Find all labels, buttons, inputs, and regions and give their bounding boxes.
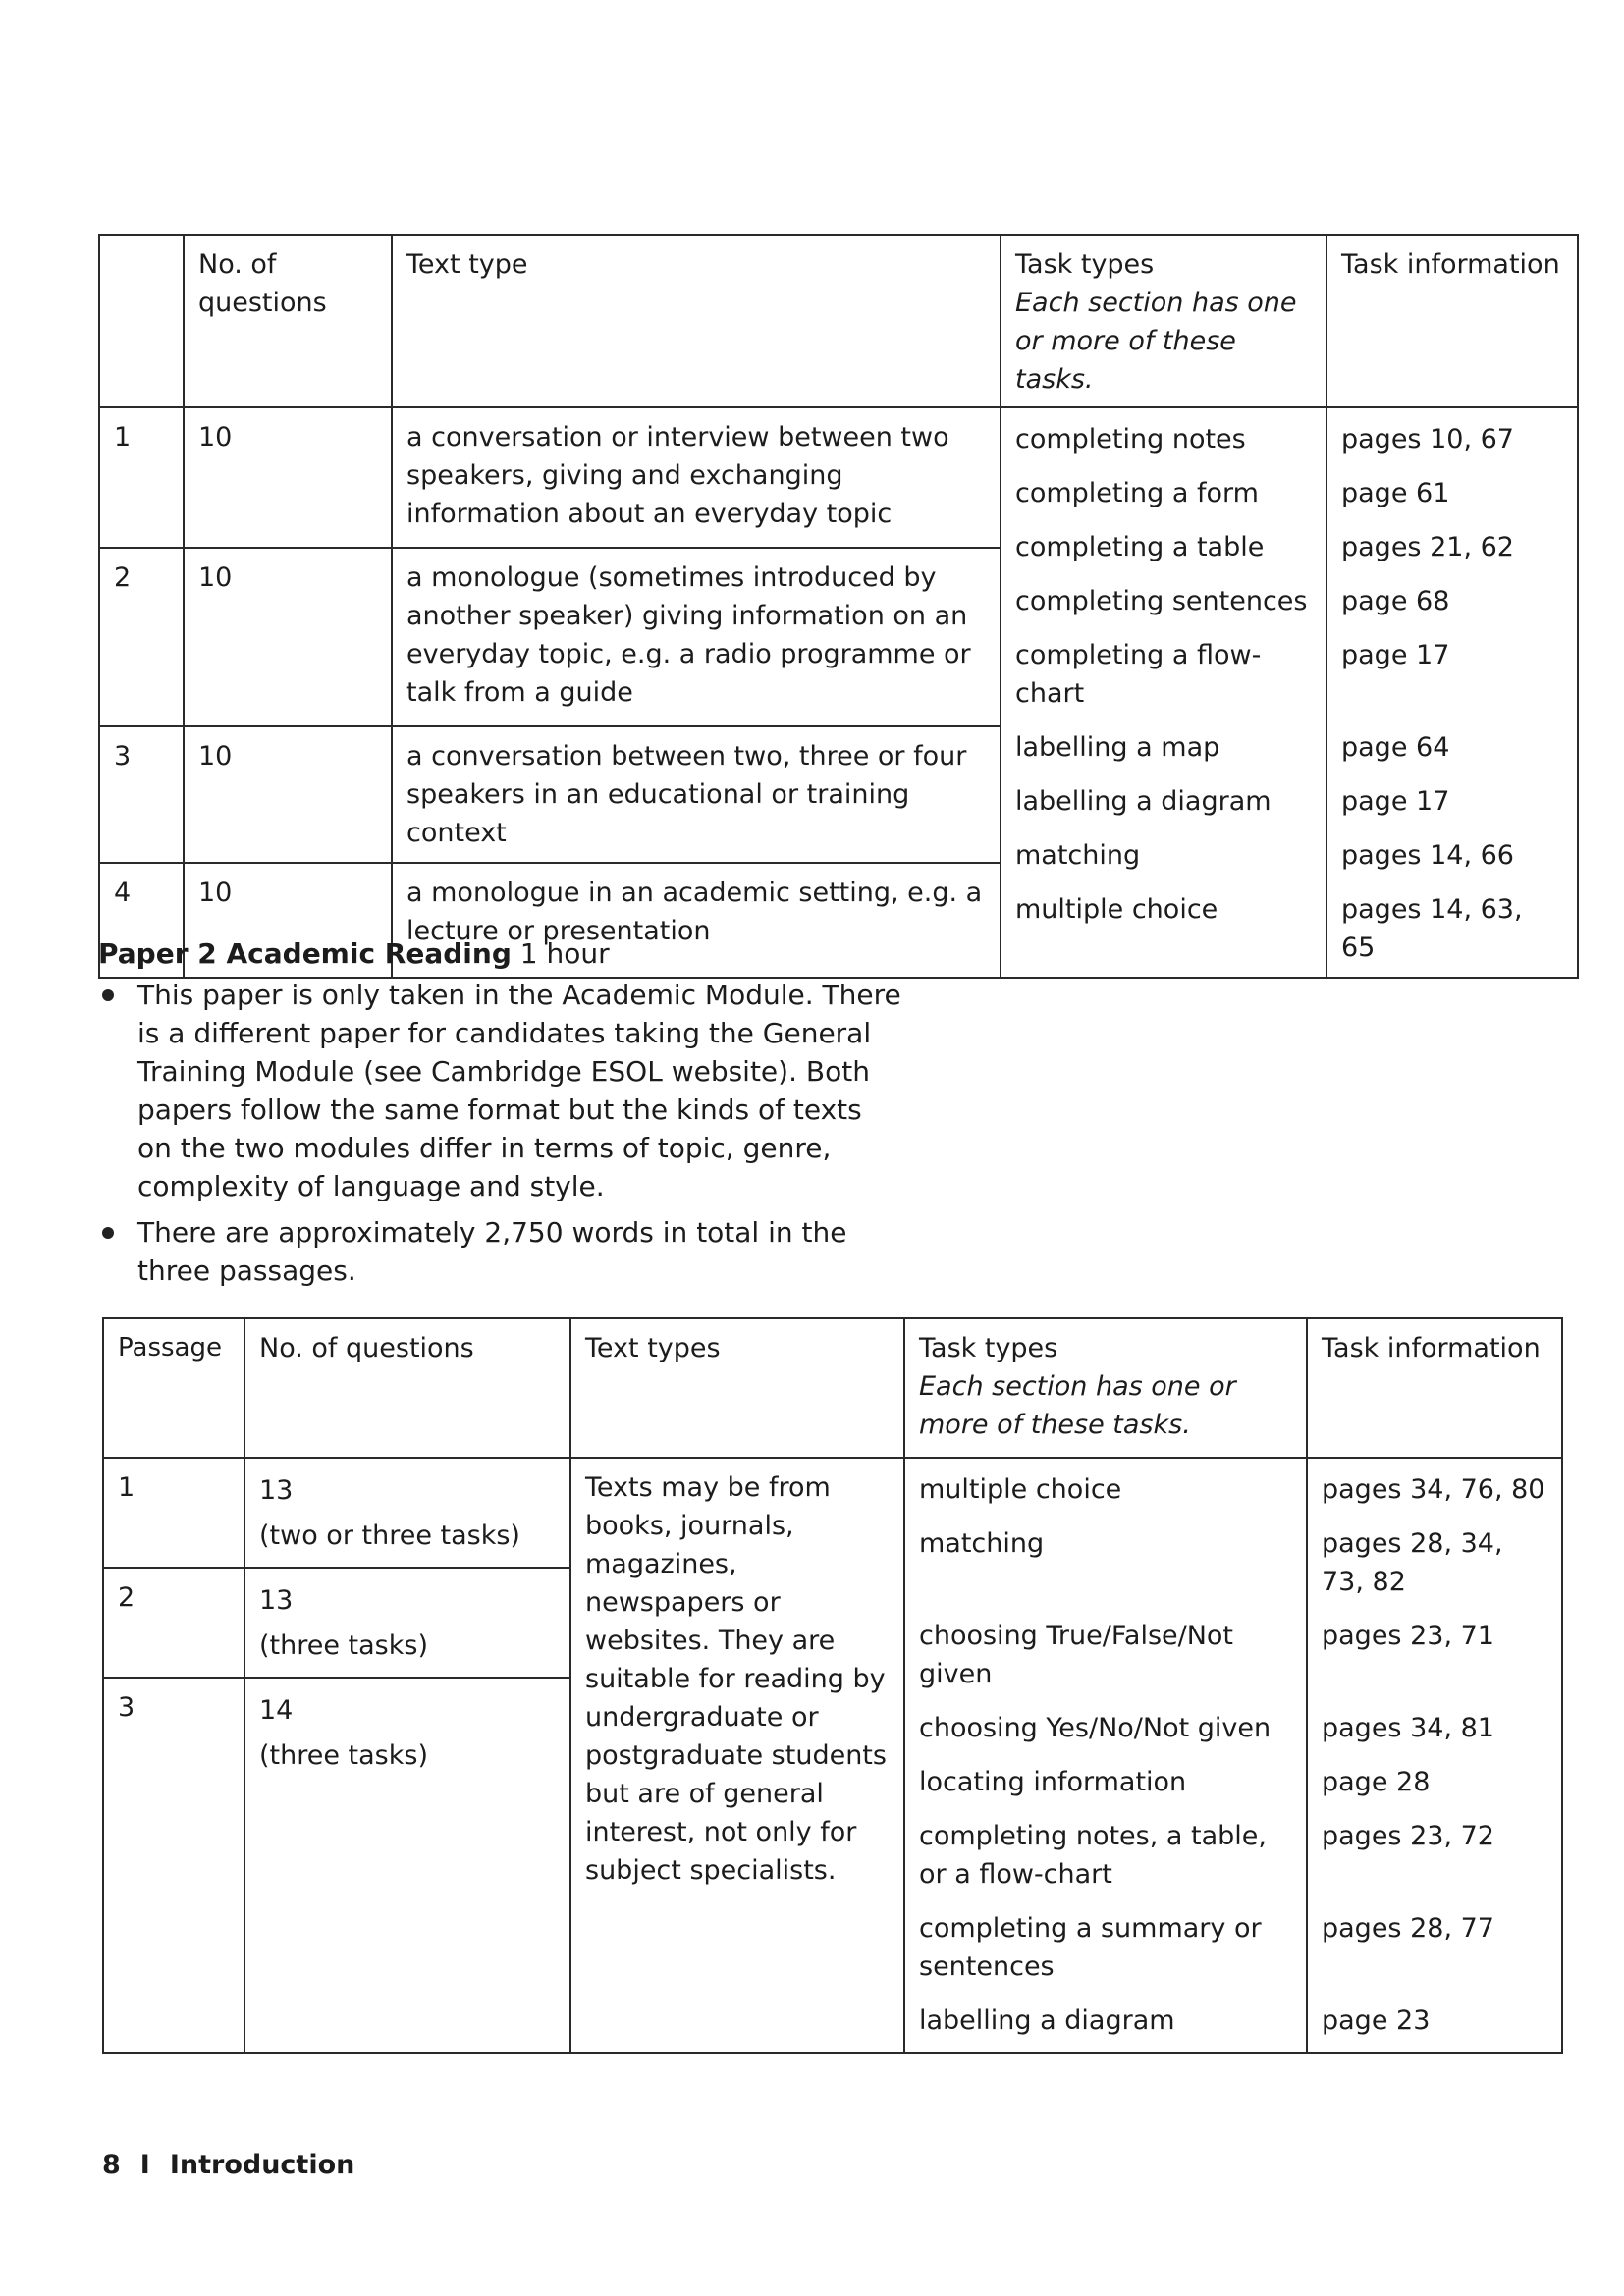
task-info-cell xyxy=(1307,1458,1562,2053)
list-item: completing a table xyxy=(1015,532,1265,562)
bullet-list xyxy=(98,976,903,1290)
list-item: pages 21, 62 xyxy=(1341,532,1514,562)
list-item: completing notes xyxy=(1015,424,1246,454)
bullet-text: There are approximately 2,750 words in total in the three passages. xyxy=(137,1216,847,1287)
list-item: completing sentences xyxy=(1015,586,1308,616)
reading-table xyxy=(102,1317,1563,2054)
questions-header: No. of questions xyxy=(244,1318,570,1458)
list-item: page 68 xyxy=(1341,586,1450,616)
question-detail: (two or three tasks) xyxy=(259,1521,520,1551)
list-item: completing a flow-chart xyxy=(1015,640,1262,709)
section-heading-title: Paper 2 Academic Reading xyxy=(98,937,512,970)
list-item: pages 34, 81 xyxy=(1322,1713,1494,1743)
list-item: matching xyxy=(1015,840,1141,871)
passage-cell: 1 xyxy=(103,1458,244,1568)
task-types-cell xyxy=(1001,407,1326,978)
list-item: pages 34, 76, 80 xyxy=(1322,1474,1545,1505)
bullet-icon xyxy=(102,989,114,1001)
section-cell: 1 xyxy=(99,407,184,548)
list-item: labelling a map xyxy=(1015,732,1220,763)
task-types-header xyxy=(904,1318,1307,1458)
list-item: completing notes, a table, or a flow-chart xyxy=(919,1821,1267,1890)
list-item: labelling a diagram xyxy=(919,2005,1175,2036)
list-item: page 61 xyxy=(1341,478,1450,508)
list-item: choosing Yes/No/Not given xyxy=(919,1713,1272,1743)
list-item: locating information xyxy=(919,1767,1187,1797)
section-header xyxy=(99,235,184,407)
question-count: 13 xyxy=(259,1585,294,1616)
list-item: page 17 xyxy=(1341,640,1450,670)
text-type-cell: a conversation between two, three or four speakers in an educational or training context xyxy=(392,726,1001,863)
task-types-note: Each section has one or more of these tasks. xyxy=(1015,288,1297,395)
questions-cell xyxy=(244,1678,570,2053)
paper2-section xyxy=(98,934,903,1290)
questions-cell: 10 xyxy=(184,548,392,726)
questions-cell xyxy=(244,1568,570,1678)
list-item: choosing True/False/Not given xyxy=(919,1621,1234,1689)
list-item xyxy=(98,1213,903,1290)
task-types-cell xyxy=(904,1458,1307,2053)
list-item: page 17 xyxy=(1341,786,1450,817)
questions-cell: 10 xyxy=(184,863,392,978)
footer-label: Introduction xyxy=(169,2150,355,2180)
bullet-icon xyxy=(102,1227,114,1239)
text-type-header: Text type xyxy=(392,235,1001,407)
section-cell: 4 xyxy=(99,863,184,978)
question-detail: (three tasks) xyxy=(259,1740,428,1771)
list-item: page 64 xyxy=(1341,732,1450,763)
list-item: multiple choice xyxy=(1015,894,1218,925)
listening-table xyxy=(98,234,1579,979)
section-cell: 2 xyxy=(99,548,184,726)
reading-header-row xyxy=(103,1318,1562,1458)
list-item: page 23 xyxy=(1322,2005,1431,2036)
list-item: pages 14, 63, 65 xyxy=(1341,894,1523,963)
question-detail: (three tasks) xyxy=(259,1630,428,1661)
section-cell: 3 xyxy=(99,726,184,863)
list-item: pages 23, 72 xyxy=(1322,1821,1494,1851)
list-item: page 28 xyxy=(1322,1767,1431,1797)
list-item: pages 28, 34, 73, 82 xyxy=(1322,1528,1503,1597)
list-item: labelling a diagram xyxy=(1015,786,1272,817)
question-count: 14 xyxy=(259,1695,294,1726)
list-item xyxy=(98,976,903,1205)
section-heading-duration: 1 hour xyxy=(519,937,610,970)
text-type-cell: a monologue in an academic setting, e.g. a lecture or presentation xyxy=(392,863,1001,978)
page-number: 8 xyxy=(102,2150,121,2180)
passage-cell: 3 xyxy=(103,1678,244,2053)
text-type-cell: a monologue (sometimes introduced by another speaker) giving information on an everyday topic, e.g. a radio programme or talk from a guide xyxy=(392,548,1001,726)
list-item: pages 28, 77 xyxy=(1322,1913,1494,1944)
task-info-header: Task information xyxy=(1307,1318,1562,1458)
task-types-title: Task types xyxy=(1015,249,1155,280)
list-item: completing a summary or sentences xyxy=(919,1913,1262,1982)
list-item: matching xyxy=(919,1528,1045,1559)
bullet-text: This paper is only taken in the Academic Module. There is a different paper for candidates taking the General Training Module (see Cambridge ESOL website). Both papers follow the same format but the kinds of texts on the two modules differ in terms of topic, genre, complexity of language and style. xyxy=(137,979,901,1202)
list-item: pages 14, 66 xyxy=(1341,840,1514,871)
questions-cell xyxy=(244,1458,570,1568)
passage-cell: 2 xyxy=(103,1568,244,1678)
questions-cell: 10 xyxy=(184,726,392,863)
task-types-note: Each section has one or more of these tasks. xyxy=(919,1371,1236,1440)
text-types-cell: Texts may be from books, journals, magazines, newspapers or websites. They are suitable for reading by undergraduate or postgraduate students but are of general interest, not only for subject specialists. xyxy=(570,1458,904,2053)
questions-cell: 10 xyxy=(184,407,392,548)
list-item: completing a form xyxy=(1015,478,1259,508)
task-types-title: Task types xyxy=(919,1333,1058,1363)
task-types-header xyxy=(1001,235,1326,407)
page-footer xyxy=(102,2148,354,2183)
listening-header-row xyxy=(99,235,1578,407)
text-type-cell: a conversation or interview between two speakers, giving and exchanging information about an everyday topic xyxy=(392,407,1001,548)
section-heading xyxy=(98,934,903,974)
table-row xyxy=(99,407,1578,548)
question-count: 13 xyxy=(259,1475,294,1506)
footer-separator: I xyxy=(139,2150,150,2180)
list-item: pages 23, 71 xyxy=(1322,1621,1494,1651)
task-info-cell xyxy=(1326,407,1578,978)
passage-header: Passage xyxy=(103,1318,244,1458)
list-item: pages 10, 67 xyxy=(1341,424,1514,454)
text-types-header: Text types xyxy=(570,1318,904,1458)
list-item: multiple choice xyxy=(919,1474,1122,1505)
table-row xyxy=(103,1458,1562,1568)
task-info-header: Task information xyxy=(1326,235,1578,407)
questions-header: No. of questions xyxy=(184,235,392,407)
